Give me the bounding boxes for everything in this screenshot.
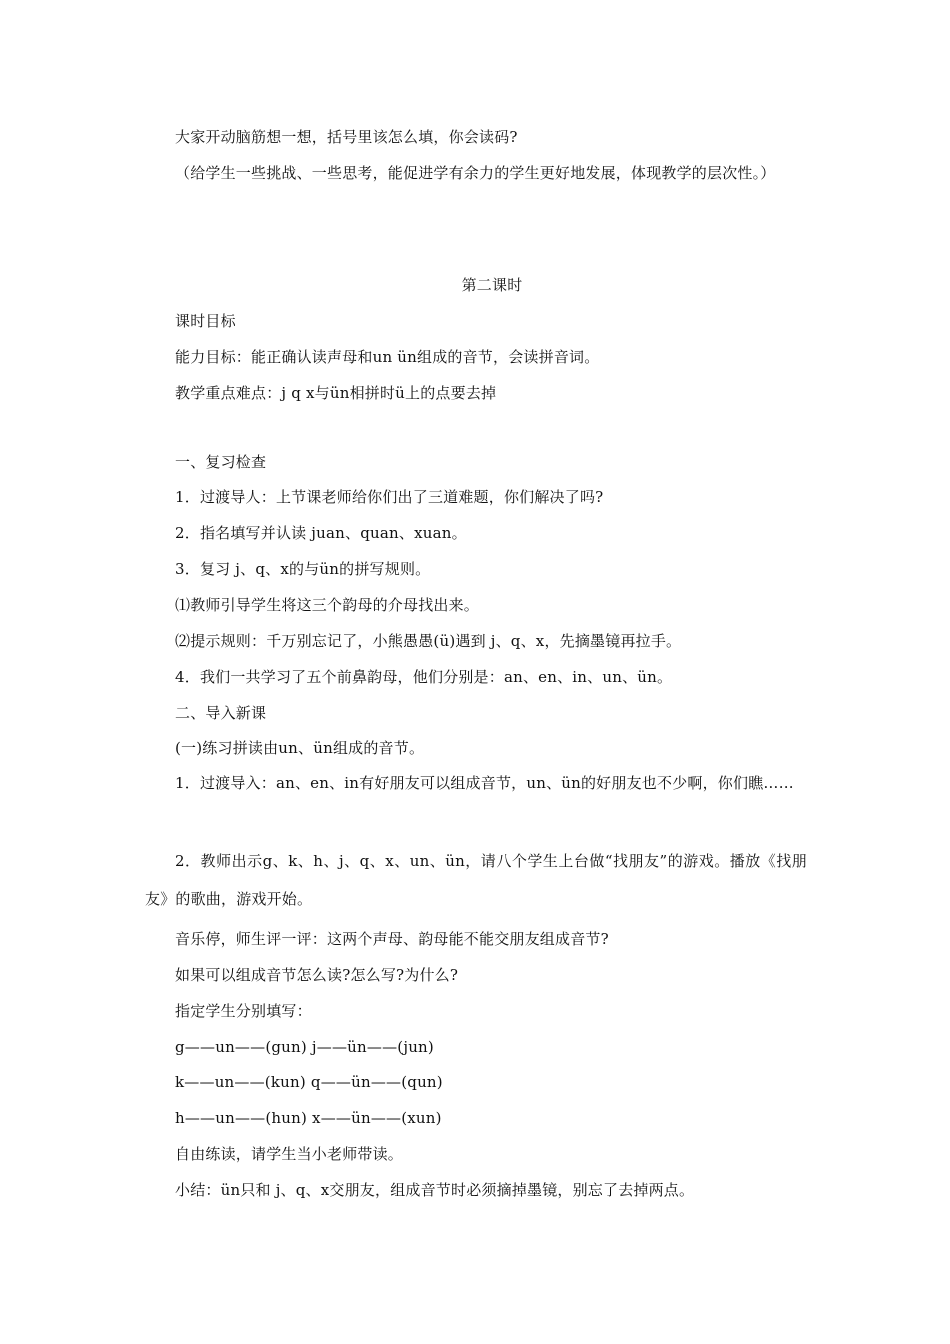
new-lesson-heading: 二、导入新课 — [175, 704, 267, 722]
review-item: ⑴教师引导学生将这三个韵母的介母找出来。 — [175, 596, 480, 614]
key-point: 教学重点难点：j q x与ün相拼时ü上的点要去掉 — [175, 384, 497, 402]
practice-subheading: (一)练习拼读由un、ün组成的音节。 — [175, 739, 425, 757]
review-item: 1．过渡导人：上节课老师给你们出了三道难题，你们解决了吗? — [175, 488, 604, 506]
syllable-line: g——un——(gun) j——ün——(jun) — [175, 1038, 434, 1056]
review-item: ⑵提示规则：千万别忘记了，小熊愚愚(ü)遇到 j、q、x，先摘墨镜再拉手。 — [175, 632, 682, 650]
practice-line: 自由练读，请学生当小老师带读。 — [175, 1145, 404, 1163]
review-item: 3．复习 j、q、x的与ün的拼写规则。 — [175, 560, 431, 578]
review-heading: 一、复习检查 — [175, 453, 267, 471]
assign-line: 指定学生分别填写： — [175, 1002, 312, 1020]
game-paragraph: 2．教师出示g、k、h、j、q、x、un、ün，请八个学生上台做“找朋友”的游戏。播放《找朋友》的歌曲，游戏开始。 — [145, 852, 807, 908]
ability-goal: 能力目标：能正确认读声母和un ün组成的音节，会读拼音词。 — [175, 348, 600, 366]
review-item: 4．我们一共学习了五个前鼻韵母，他们分别是：an、en、in、un、ün。 — [175, 668, 673, 686]
syllable-line: h——un——(hun) x——ün——(xun) — [175, 1109, 442, 1127]
lesson-title: 第二课时 — [461, 276, 523, 294]
intro-line: 大家开动脑筋想一想，括号里该怎么填，你会读码? — [175, 128, 518, 146]
goal-heading: 课时目标 — [175, 312, 236, 330]
summary-line: 小结：ün只和 j、q、x交朋友，组成音节时必须摘掉墨镜，别忘了去掉两点。 — [175, 1181, 695, 1199]
music-stop-line: 音乐停，师生评一评：这两个声母、韵母能不能交朋友组成音节? — [175, 930, 609, 948]
review-item: 2．指名填写并认读 juan、quan、xuan。 — [175, 524, 467, 542]
teaching-note: （给学生一些挑战、一些思考，能促进学有余力的学生更好地发展，体现教学的层次性。） — [175, 164, 776, 182]
syllable-line: k——un——(kun) q——ün——(qun) — [175, 1073, 443, 1091]
transition-paragraph: 1．过渡导入：an、en、in有好朋友可以组成音节，un、ün的好朋友也不少啊，你们瞧…… — [175, 774, 794, 792]
question-line: 如果可以组成音节怎么读?怎么写?为什么? — [175, 966, 459, 984]
